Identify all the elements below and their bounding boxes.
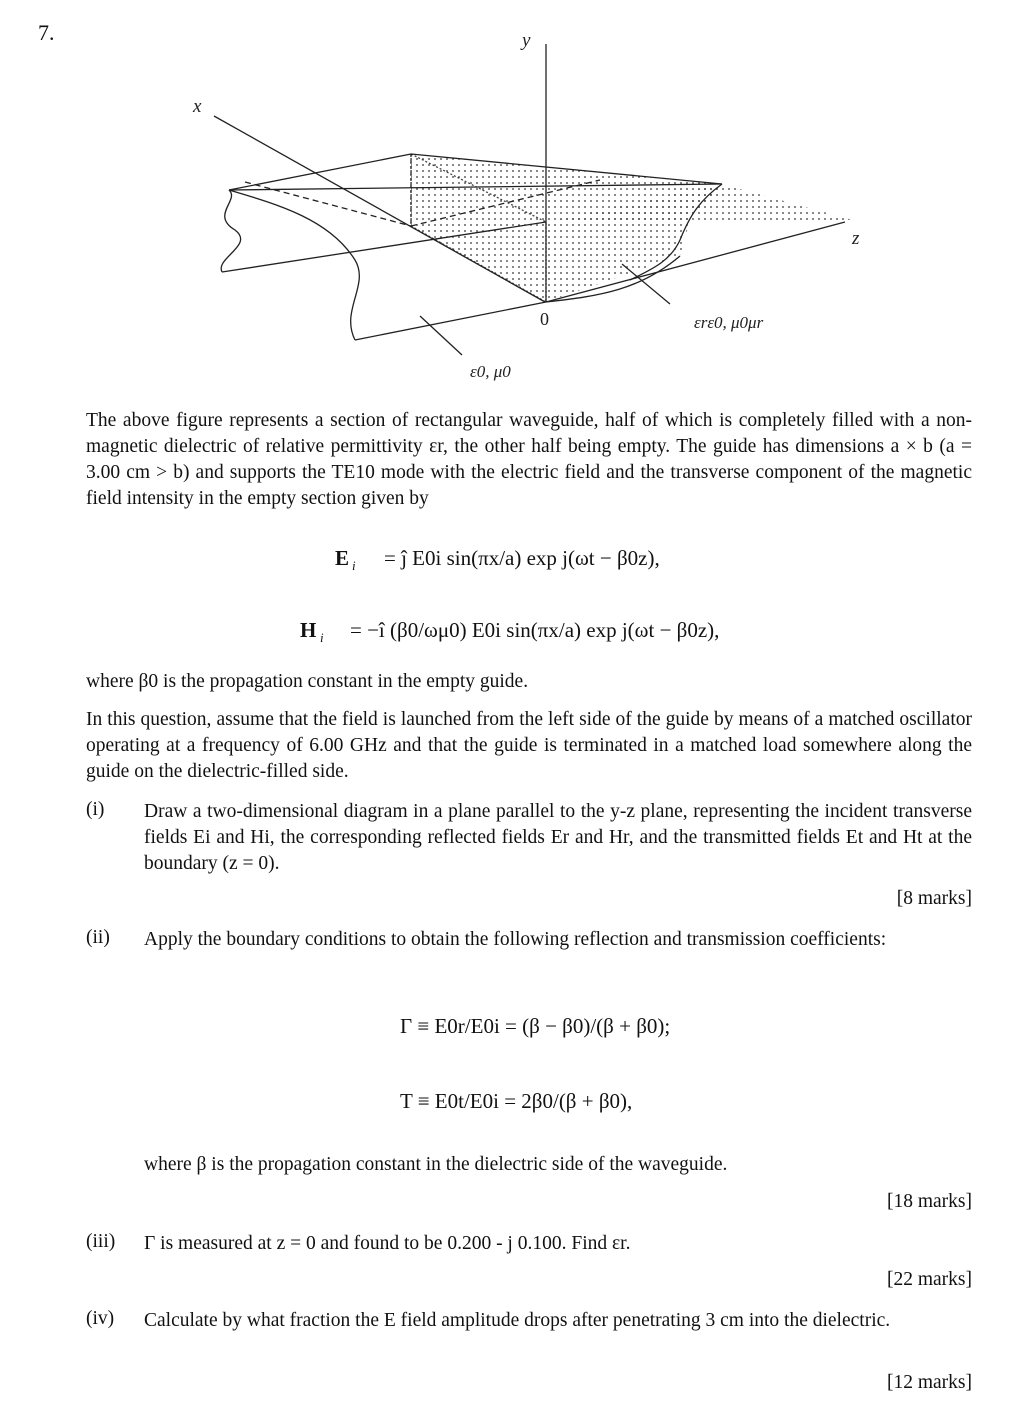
hi-rhs: = −î (β0/ωμ0) E0i sin(πx/a) exp j(ωt − β0z),: [350, 618, 720, 642]
setup-paragraph: In this question, assume that the field is launched from the left side of the guide by means of a matched oscillator operating at a frequency of 6.00 GHz and that the guide is terminated in a matched load somewhere along the guide on the dielectric-filled side.: [86, 709, 972, 782]
x-axis-label: x: [193, 96, 202, 117]
empty-region-label: ε0, μ0: [470, 362, 511, 381]
question-number: 7.: [38, 20, 55, 45]
part-i-label: (i): [86, 799, 105, 820]
ei-lhs: E: [335, 546, 350, 570]
where-beta-text: where β is the propagation constant in the dielectric side of the waveguide.: [144, 1154, 728, 1175]
ei-rhs: = ĵ E0i sin(πx/a) exp j(ωt − β0z),: [384, 546, 660, 570]
part-iii-marks: [22 marks]: [886, 1269, 972, 1290]
gamma-equation: Γ ≡ E0r/E0i = (β − β0)/(β + β0);: [400, 1014, 671, 1038]
part-iv-marks: [12 marks]: [886, 1372, 972, 1393]
dielectric-region-label: εrε0, μ0μr: [694, 313, 764, 332]
tau-equation: T ≡ E0t/E0i = 2β0/(β + β0),: [400, 1089, 633, 1113]
part-ii-text: Apply the boundary conditions to obtain the following reflection and transmission coefficients:: [144, 929, 887, 950]
ei-sub: i: [352, 558, 356, 573]
hi-lhs: H: [300, 618, 317, 642]
part-ii-label: (ii): [86, 927, 110, 948]
z-axis-label: z: [852, 228, 860, 249]
part-iii-label: (iii): [86, 1231, 116, 1252]
where-beta0-text: where β0 is the propagation constant in the empty guide.: [86, 671, 529, 692]
part-ii-marks: [18 marks]: [886, 1191, 972, 1212]
part-iii-text: Γ is measured at z = 0 and found to be 0.200 - j 0.100. Find εr.: [144, 1233, 631, 1254]
hi-sub: i: [320, 630, 324, 645]
intro-paragraph: The above figure represents a section of rectangular waveguide, half of which is completely filled with a non-magnetic dielectric of relative permittivity εr, the other half being empty. The guide has dimensions a × b (a = 3.00 cm > b) and supports the TE10 mode with the electric field and the transverse component of the magnetic field intensity in the empty section given by: [86, 410, 972, 509]
part-i-text: Draw a two-dimensional diagram in a plane parallel to the y-z plane, representing the incident transverse fields Ei and Hi, the corresponding reflected fields Er and Hr, and the transmitted fields Et and Ht at the boundary (z = 0).: [144, 801, 972, 874]
y-axis-label: y: [522, 30, 531, 51]
part-i-marks: [8 marks]: [896, 888, 972, 909]
origin-label: 0: [540, 309, 549, 329]
part-iv-text: Calculate by what fraction the E field amplitude drops after penetrating 3 cm into the dielectric.: [144, 1310, 891, 1331]
part-iv-label: (iv): [86, 1308, 115, 1329]
